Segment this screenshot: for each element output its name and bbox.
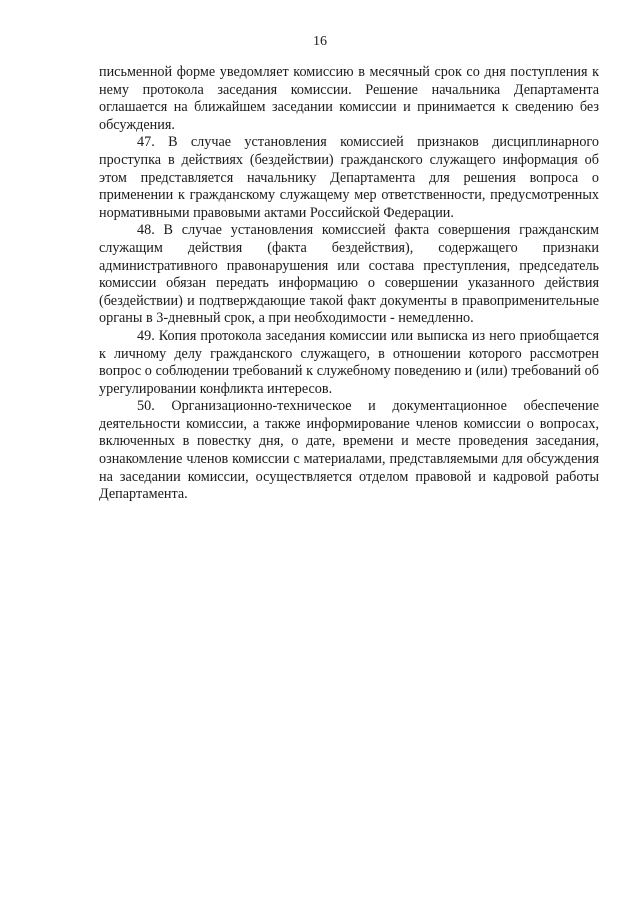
paragraph-48: 48. В случае установления комиссией факта совершения гражданским служащим действия (факта бездействия), содержащего признаки административного правонарушения или состава преступления, председатель комиссии обязан передать информацию о совершении указанного действия (бездействии) и подтверждающие такой факт документы в правоприменительные органы в 3-дневный срок, а при необходимости - немедленно.	[99, 222, 599, 327]
paragraph-50: 50. Организационно-техническое и документационное обеспечение деятельности комиссии, а также информирование членов комиссии о вопросах, включенных в повестку дня, о дате, времени и месте проведения заседания, ознакомление членов комиссии с материалами, представляемыми для обсуждения на заседании комиссии, осуществляется отделом правовой и кадровой работы Департамента.	[99, 398, 599, 503]
paragraph-continuation: письменной форме уведомляет комиссию в месячный срок со дня поступления к нему протокола заседания комиссии. Решение начальника Департамента оглашается на ближайшем заседании комиссии и принимается к сведению без обсуждения.	[99, 64, 599, 133]
paragraph-47: 47. В случае установления комиссией признаков дисциплинарного проступка в действиях (бездействии) гражданского служащего информация об этом представляется начальнику Департамента для решения вопроса о применении к гражданскому служащему мер ответственности, предусмотренных нормативными правовыми актами Российской Федерации.	[99, 134, 599, 221]
page-number: 16	[313, 34, 327, 49]
document-body	[99, 64, 599, 504]
paragraph-49: 49. Копия протокола заседания комиссии или выписка из него приобщается к личному делу гражданского служащего, в отношении которого рассмотрен вопрос о соблюдении требований к служебному поведению и (или) требований об урегулировании конфликта интересов.	[99, 327, 599, 397]
